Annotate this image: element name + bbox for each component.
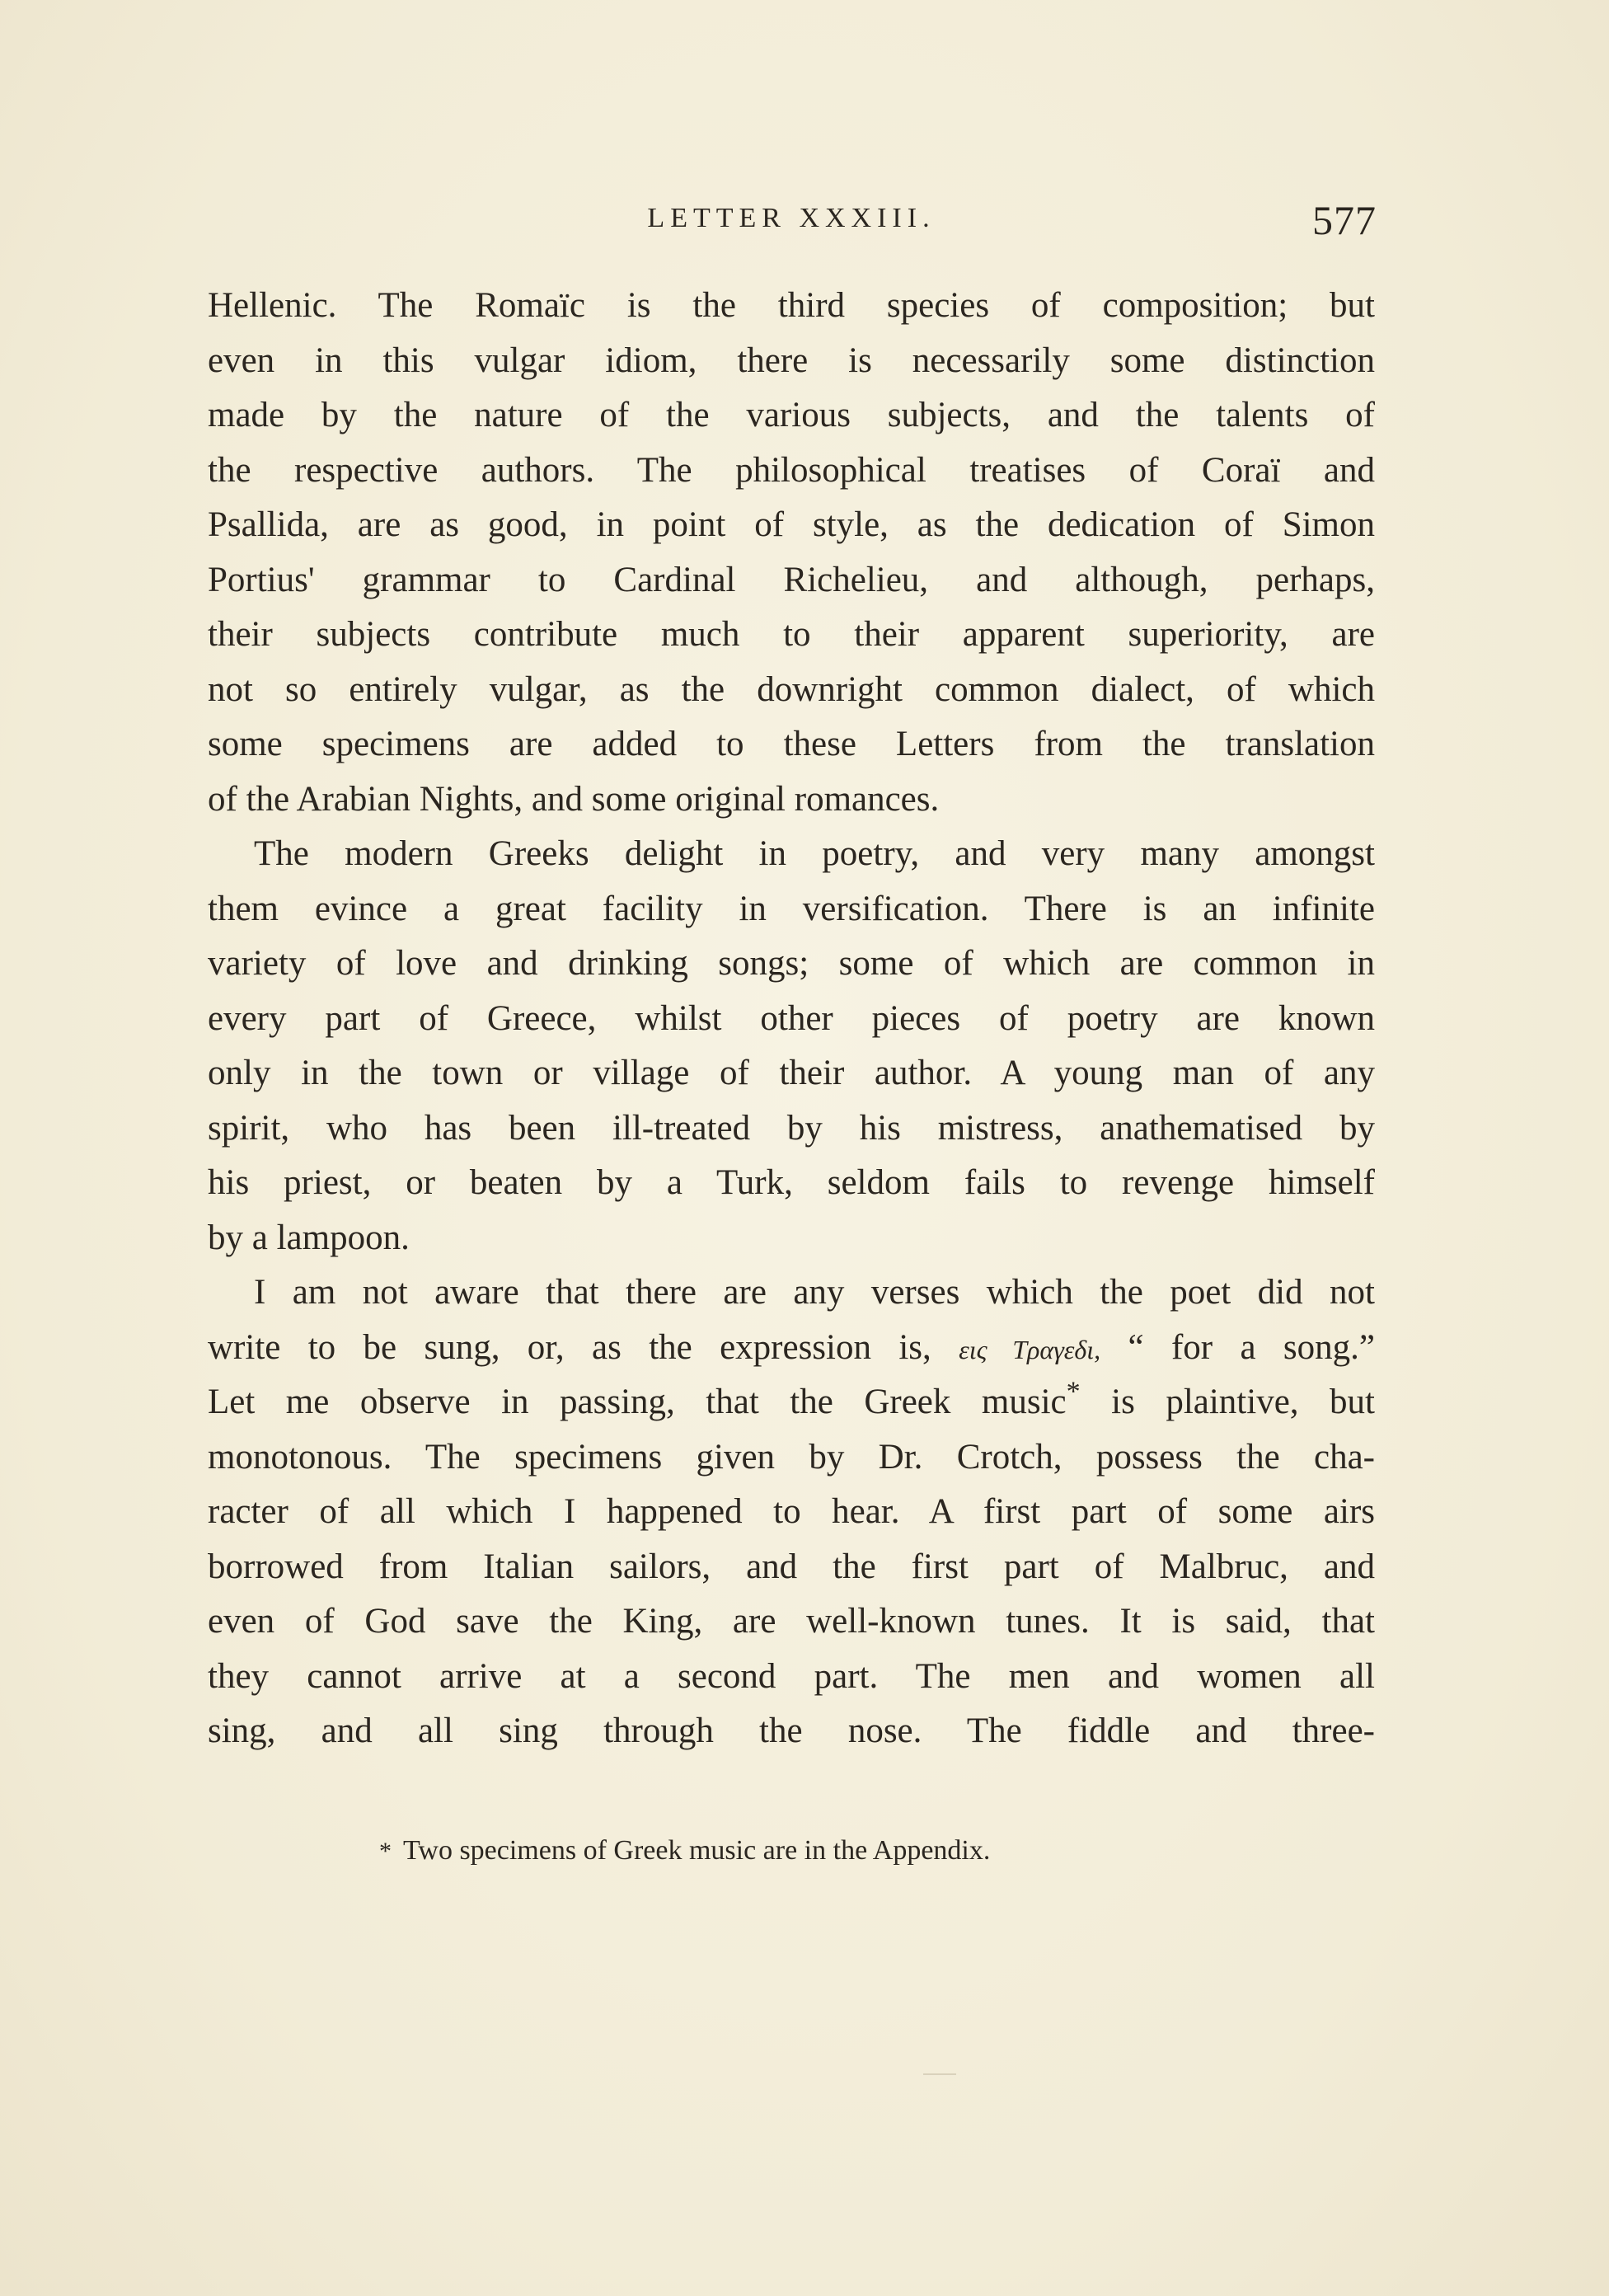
text-line-footnote-ref	[208, 1375, 1375, 1430]
page-mark	[923, 2073, 956, 2075]
text-line: monotonous. The specimens given by Dr. Crotch, possess the cha-	[208, 1437, 1375, 1477]
text-line: only in the town or village of their author. A young man of any	[208, 1054, 1375, 1092]
text-segment: “ for a song.”	[1100, 1327, 1375, 1367]
text-line: borrowed from Italian sailors, and the first part of Malbruc, and	[208, 1547, 1375, 1586]
text-line: they cannot arrive at a second part. The men and women all	[208, 1656, 1375, 1696]
footnote-reference-mark: *	[1066, 1376, 1081, 1407]
text-line: Psallida, are as good, in point of style, as the dedication of Simon	[208, 505, 1375, 544]
text-line: them evince a great facility in versification. There is an infinite	[208, 889, 1375, 928]
text-line: some specimens are added to these Letters from the translation	[208, 725, 1375, 763]
text-line: made by the nature of the various subjects, and the talents of	[208, 396, 1375, 434]
text-line: by a lampoon.	[208, 1218, 410, 1257]
body-text	[208, 279, 1375, 1759]
text-line: of the Arabian Nights, and some original romances.	[208, 779, 940, 819]
running-head	[206, 196, 1377, 246]
text-line: Portius' grammar to Cardinal Richelieu, and although, perhaps,	[208, 560, 1375, 599]
text-line: The modern Greeks delight in poetry, and very many amongst	[254, 834, 1375, 873]
text-segment: write to be sung, or, as the expression is,	[208, 1327, 959, 1367]
footnote	[379, 1830, 1253, 1872]
text-line: even of God save the King, are well-known tunes. It is said, that	[208, 1602, 1375, 1641]
text-line: not so entirely vulgar, as the downright common dialect, of which	[208, 669, 1375, 709]
running-title: LETTER XXXIII.	[647, 203, 936, 233]
text-line: their subjects contribute much to their apparent superiority, are	[208, 615, 1375, 654]
page-number: 577	[1312, 197, 1377, 243]
text-line: spirit, who has been ill-treated by his mistress, anathematised by	[208, 1108, 1375, 1148]
greek-phrase: εις Τραγεδι,	[959, 1334, 1101, 1364]
text-line: I am not aware that there are any verses which the poet did not	[254, 1273, 1375, 1312]
text-line-greek-quote	[208, 1321, 1375, 1376]
text-line: racter of all which I happened to hear. A first part of some airs	[208, 1492, 1375, 1531]
footnote-text: Two specimens of Greek music are in the Appendix.	[403, 1835, 991, 1866]
text-segment: Let me observe in passing, that the Greek music	[208, 1383, 1067, 1421]
text-line: Hellenic. The Romaïc is the third species of composition; but	[208, 286, 1375, 325]
text-line: variety of love and drinking songs; some of which are common in	[208, 944, 1375, 983]
text-line: even in this vulgar idiom, there is necessarily some distinction	[208, 340, 1375, 380]
text-line: his priest, or beaten by a Turk, seldom fails to revenge himself	[208, 1163, 1375, 1202]
text-line: every part of Greece, whilst other pieces of poetry are known	[208, 998, 1375, 1038]
footnote-mark: *	[379, 1838, 392, 1865]
text-line: sing, and all sing through the nose. The fiddle and three-	[208, 1711, 1375, 1750]
text-segment: is plaintive, but	[1080, 1383, 1375, 1421]
text-line: the respective authors. The philosophical treatises of Coraï and	[208, 450, 1375, 490]
